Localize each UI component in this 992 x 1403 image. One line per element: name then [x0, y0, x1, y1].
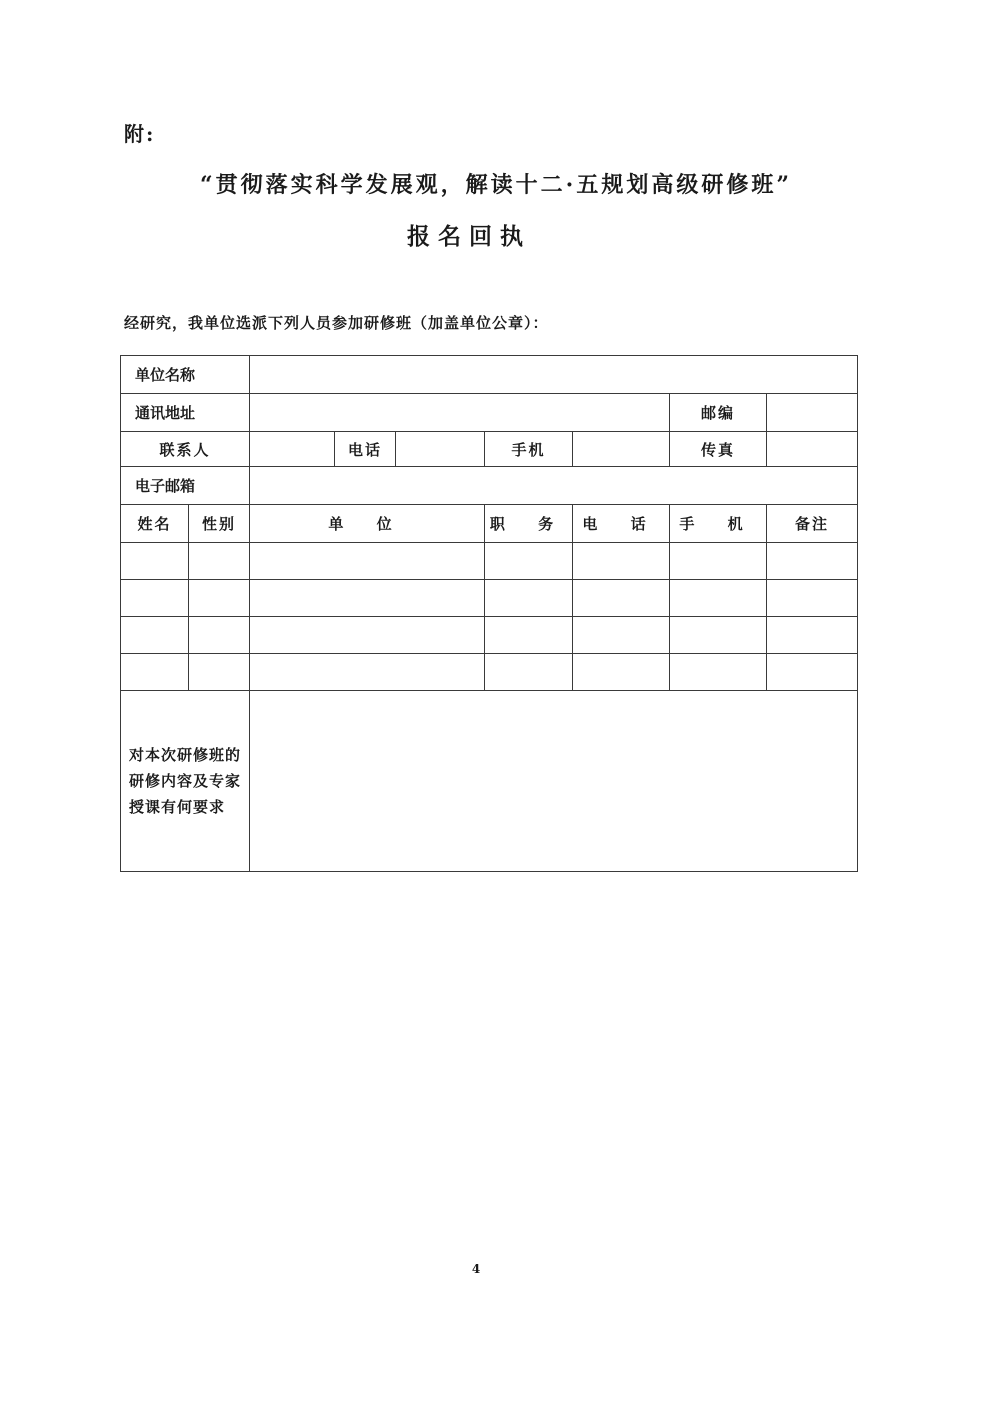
participant-mobile-cell[interactable] [670, 580, 767, 617]
participant-remark-cell[interactable] [767, 654, 858, 691]
participant-mobile-cell[interactable] [670, 617, 767, 654]
col-unit: 单 位 [250, 505, 485, 543]
fax-label: 传真 [670, 432, 767, 467]
col-position: 职 务 [485, 505, 573, 543]
participant-unit-cell[interactable] [250, 543, 485, 580]
requirements-row [121, 691, 858, 872]
participants-header-row [121, 505, 858, 543]
participant-position-cell[interactable] [485, 617, 573, 654]
col-phone: 电 话 [573, 505, 670, 543]
participant-name-cell[interactable] [121, 617, 189, 654]
participant-gender-cell[interactable] [189, 617, 250, 654]
participant-position-cell[interactable] [485, 580, 573, 617]
col-gender: 性别 [189, 505, 250, 543]
unit-name-field[interactable] [250, 356, 858, 394]
phone-field[interactable] [396, 432, 485, 467]
col-name: 姓名 [121, 505, 189, 543]
participant-row [121, 543, 858, 580]
unit-name-row [121, 356, 858, 394]
participant-gender-cell[interactable] [189, 654, 250, 691]
mobile-field[interactable] [573, 432, 670, 467]
contact-row [121, 432, 858, 467]
page-subtitle: 报名回执 [407, 223, 531, 250]
participant-remark-cell[interactable] [767, 617, 858, 654]
participant-unit-cell[interactable] [250, 580, 485, 617]
email-field[interactable] [250, 467, 858, 505]
address-field[interactable] [250, 394, 670, 432]
participant-remark-cell[interactable] [767, 580, 858, 617]
requirements-label: 对本次研修班的研修内容及专家授课有何要求 [121, 691, 250, 872]
participant-remark-cell[interactable] [767, 543, 858, 580]
participant-row [121, 580, 858, 617]
email-label: 电子邮箱 [121, 467, 250, 505]
participant-mobile-cell[interactable] [670, 543, 767, 580]
intro-text: 经研究，我单位选派下列人员参加研修班（加盖单位公章）： [124, 314, 549, 332]
attachment-label: 附: [124, 122, 156, 146]
participant-gender-cell[interactable] [189, 580, 250, 617]
address-label: 通讯地址 [121, 394, 250, 432]
col-mobile: 手 机 [670, 505, 767, 543]
address-row [121, 394, 858, 432]
participant-mobile-cell[interactable] [670, 654, 767, 691]
participant-name-cell[interactable] [121, 543, 189, 580]
participant-position-cell[interactable] [485, 654, 573, 691]
phone-label: 电话 [335, 432, 396, 467]
page-title: “贯彻落实科学发展观，解读十二·五规划高级研修班” [200, 172, 792, 198]
unit-name-label: 单位名称 [121, 356, 250, 394]
fax-field[interactable] [767, 432, 858, 467]
participant-name-cell[interactable] [121, 654, 189, 691]
participant-phone-cell[interactable] [573, 617, 670, 654]
postcode-label: 邮编 [670, 394, 767, 432]
participant-gender-cell[interactable] [189, 543, 250, 580]
participant-row [121, 617, 858, 654]
mobile-label: 手机 [485, 432, 573, 467]
participant-phone-cell[interactable] [573, 543, 670, 580]
participant-phone-cell[interactable] [573, 580, 670, 617]
registration-form [120, 355, 858, 872]
contact-field[interactable] [250, 432, 335, 467]
participant-phone-cell[interactable] [573, 654, 670, 691]
email-row [121, 467, 858, 505]
requirements-field[interactable] [250, 691, 858, 872]
participant-name-cell[interactable] [121, 580, 189, 617]
participant-position-cell[interactable] [485, 543, 573, 580]
participant-unit-cell[interactable] [250, 654, 485, 691]
participant-unit-cell[interactable] [250, 617, 485, 654]
col-remark: 备注 [767, 505, 858, 543]
postcode-field[interactable] [767, 394, 858, 432]
page-number: 4 [471, 1262, 481, 1276]
participant-row [121, 654, 858, 691]
contact-label: 联系人 [121, 432, 250, 467]
